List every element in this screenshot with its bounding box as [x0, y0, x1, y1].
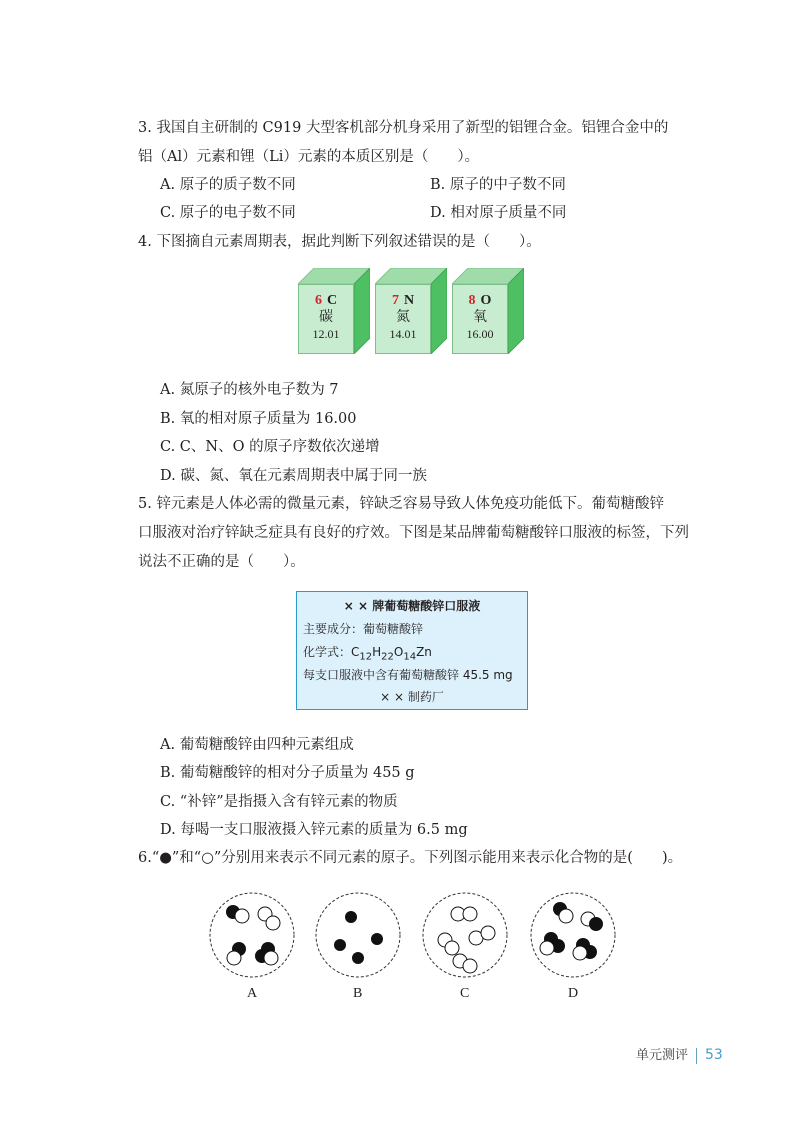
atomic-number: 7	[391, 293, 399, 308]
q3-stem-line1: 3. 我国自主研制的 C919 大型客机部分机身采用了新型的铝锂合金。铝锂合金中的	[138, 120, 669, 136]
footer-divider	[696, 1048, 697, 1064]
q4-stem: 4. 下图摘自元素周期表，据此判断下列叙述错误的是（ ）。	[138, 234, 541, 250]
atomic-mass: 16.00	[466, 327, 494, 341]
label-maker: × × 制药厂	[380, 690, 444, 704]
q4-option-d: D. 碳、氮、氧在元素周期表中属于同一族	[160, 468, 427, 484]
page-number: 53	[705, 1047, 723, 1063]
q5-option-a: A. 葡萄糖酸锌由四种元素组成	[160, 737, 354, 753]
label-formula	[303, 643, 432, 662]
label-ingredient: 主要成分：葡萄糖酸锌	[303, 622, 424, 636]
element-symbol: O	[480, 293, 492, 308]
q3-option-a: A. 原子的质子数不同	[160, 177, 296, 193]
q5-option-c: C. “补锌”是指摄入含有锌元素的物质	[160, 794, 398, 810]
formula-c-subscript: 12	[359, 651, 373, 663]
q6-stem: 6.“●”和“○”分别用来表示不同元素的原子。下列图示能用来表示化合物的是( )。	[138, 850, 683, 866]
atomic-mass: 12.01	[312, 327, 340, 341]
diagram-b	[316, 893, 400, 977]
q3-option-d: D. 相对原子质量不同	[430, 205, 567, 221]
formula-prefix: 化学式：C	[303, 645, 360, 659]
diagram-d	[531, 893, 615, 977]
particle-diagrams	[200, 890, 620, 982]
element-cube-nitrogen	[375, 268, 447, 354]
product-label	[296, 591, 528, 710]
element-cube-oxygen	[452, 268, 524, 354]
element-cube-carbon	[298, 268, 370, 354]
q5-stem-line2: 口服液对治疗锌缺乏症具有良好的疗效。下图是某品牌葡萄糖酸锌口服液的标签，下列	[138, 525, 689, 541]
element-name: 氮	[396, 310, 410, 325]
q5-stem-line1: 5. 锌元素是人体必需的微量元素，锌缺乏容易导致人体免疫功能低下。葡萄糖酸锌	[138, 496, 664, 512]
diagram-label-c: C	[460, 986, 470, 1001]
label-title: × × 牌葡萄糖酸锌口服液	[343, 599, 481, 613]
formula-h-subscript: 22	[381, 651, 394, 663]
diagram-a	[210, 893, 294, 977]
label-content: 每支口服液中含有葡萄糖酸锌 45.5 mg	[303, 668, 513, 682]
atomic-mass: 14.01	[389, 327, 417, 341]
q4-option-a: A. 氮原子的核外电子数为 7	[160, 382, 339, 398]
q4-option-c: C. C、N、O 的原子序数依次递增	[160, 439, 380, 455]
formula-h-symbol: H	[372, 645, 382, 659]
page-footer	[636, 1044, 723, 1064]
q4-option-b: B. 氧的相对原子质量为 16.00	[160, 411, 357, 427]
atomic-number: 8	[468, 293, 476, 308]
periodic-table-excerpt	[298, 268, 538, 363]
formula-o-subscript: 14	[403, 651, 417, 663]
section-name: 单元测评	[636, 1048, 689, 1063]
q3-stem-line2: 铝（Al）元素和锂（Li）元素的本质区别是（ ）。	[138, 149, 480, 165]
q5-option-b: B. 葡萄糖酸锌的相对分子质量为 455 g	[160, 765, 415, 781]
diagram-c	[423, 893, 507, 977]
q3-option-c: C. 原子的电子数不同	[160, 205, 296, 221]
q5-option-d: D. 每喝一支口服液摄入锌元素的质量为 6.5 mg	[160, 822, 468, 838]
formula-zn: Zn	[416, 645, 432, 659]
diagram-label-b: B	[353, 986, 363, 1001]
element-name: 碳	[319, 310, 333, 325]
q3-option-b: B. 原子的中子数不同	[430, 177, 566, 193]
element-symbol: N	[403, 293, 415, 308]
formula-o-symbol: O	[393, 645, 404, 659]
diagram-label-d: D	[568, 986, 579, 1001]
diagram-label-a: A	[247, 986, 258, 1001]
element-name: 氧	[473, 310, 487, 325]
element-symbol: C	[326, 293, 338, 308]
atomic-number: 6	[314, 293, 322, 308]
q5-stem-line3: 说法不正确的是（ ）。	[138, 554, 305, 570]
